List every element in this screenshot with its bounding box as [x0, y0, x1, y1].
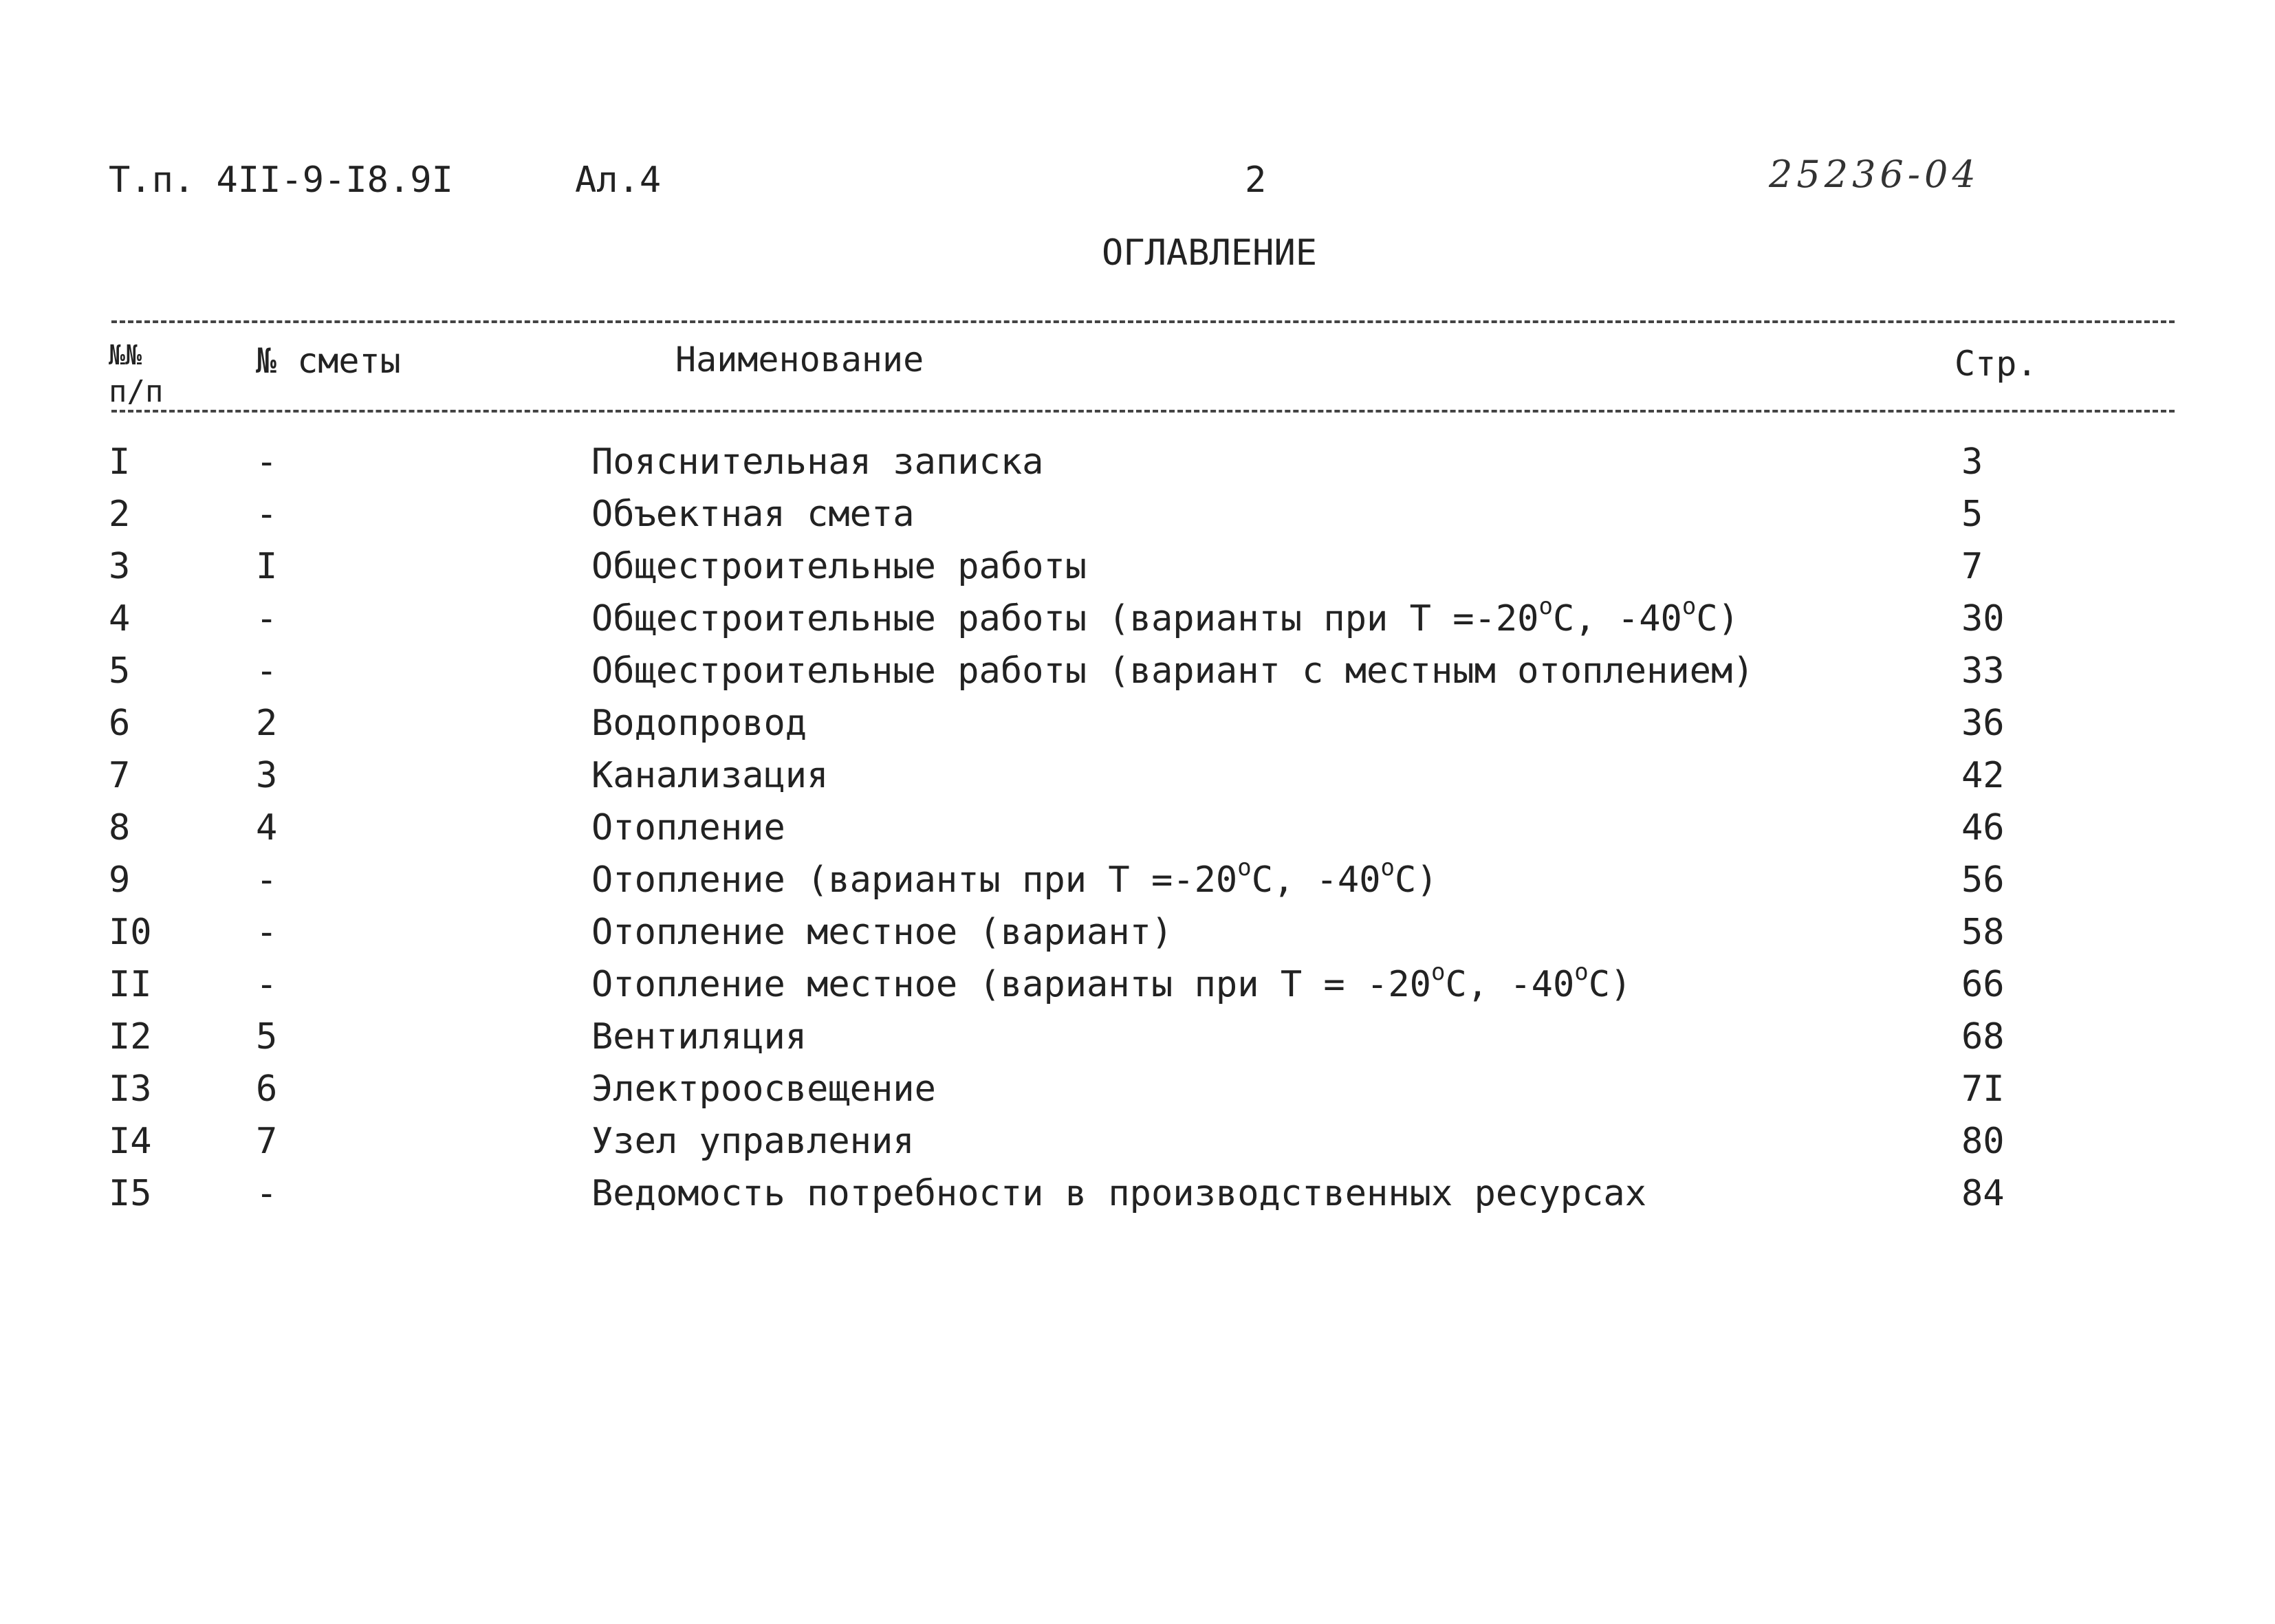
row-name-text: Водопровод: [591, 703, 807, 744]
row-name-text: Вентиляция: [591, 1016, 807, 1057]
row-name-text: С, -40: [1445, 964, 1575, 1005]
row-name-text: Пояснительная записка: [591, 441, 1044, 483]
row-name: [591, 546, 1087, 587]
row-name: [591, 958, 1632, 1005]
row-page-number: 84: [1961, 1173, 2005, 1214]
row-page-number: 36: [1961, 703, 2005, 744]
row-name-text: С, -40: [1251, 859, 1381, 901]
row-name: [591, 703, 807, 744]
row-index: I0: [109, 912, 152, 953]
row-estimate-number: -: [256, 650, 278, 692]
row-name-text: Общестроительные работы (вариант с местным отоплением): [591, 650, 1754, 692]
row-page-number: 58: [1961, 912, 2005, 953]
row-index: 2: [109, 494, 131, 535]
row-page-number: 42: [1961, 755, 2005, 796]
row-estimate-number: 7: [256, 1121, 278, 1162]
col-header-estimate: № сметы: [256, 341, 401, 381]
row-name-text: Общестроительные работы (варианты при Т =-20: [591, 598, 1539, 639]
row-name: [591, 807, 785, 848]
row-name-text: Объектная смета: [591, 494, 915, 535]
degree-sign: о: [1237, 854, 1252, 881]
row-name-text: Отопление местное (варианты при Т = -20: [591, 964, 1431, 1005]
row-index: 3: [109, 546, 131, 587]
row-page-number: 33: [1961, 650, 2005, 692]
row-page-number: 7I: [1961, 1068, 2005, 1110]
row-estimate-number: 3: [256, 755, 278, 796]
row-index: I4: [109, 1121, 152, 1162]
row-name: [591, 1173, 1646, 1214]
row-name-text: Общестроительные работы: [591, 546, 1087, 587]
row-page-number: 56: [1961, 859, 2005, 901]
table-top-rule: [111, 320, 2175, 323]
col-header-index-line1: №№: [109, 340, 142, 371]
row-name-text: Узел управления: [591, 1121, 915, 1162]
row-estimate-number: 6: [256, 1068, 278, 1110]
row-name: [591, 1068, 936, 1110]
col-header-index-line2: п/п: [109, 374, 164, 409]
row-name-text: Ведомость потребности в производственных ресурсах: [591, 1173, 1647, 1214]
row-index: 9: [109, 859, 131, 901]
row-page-number: 7: [1961, 546, 1983, 587]
row-name-text: С): [1696, 598, 1739, 639]
row-name: [591, 854, 1438, 901]
row-name-text: Канализация: [591, 755, 829, 796]
album-label: Ал.4: [575, 160, 662, 201]
row-name: [591, 441, 1043, 483]
row-estimate-number: -: [256, 964, 278, 1005]
row-page-number: 5: [1961, 494, 1983, 535]
row-page-number: 66: [1961, 964, 2005, 1005]
row-estimate-number: -: [256, 441, 278, 483]
degree-sign: о: [1681, 593, 1697, 620]
row-page-number: 68: [1961, 1016, 2005, 1057]
row-index: II: [109, 964, 152, 1005]
row-name-text: С, -40: [1552, 598, 1682, 639]
row-page-number: 46: [1961, 807, 2005, 848]
project-code: Т.п. 4II-9-I8.9I: [109, 160, 453, 201]
row-name: [591, 1016, 807, 1057]
row-estimate-number: -: [256, 494, 278, 535]
row-estimate-number: 5: [256, 1016, 278, 1057]
row-name: [591, 593, 1739, 639]
row-index: I2: [109, 1016, 152, 1057]
row-estimate-number: 4: [256, 807, 278, 848]
row-index: I: [109, 441, 131, 483]
row-name: [591, 755, 828, 796]
row-name-text: Электроосвещение: [591, 1068, 936, 1110]
page-number: 2: [1245, 160, 1267, 201]
row-index: 6: [109, 703, 131, 744]
row-estimate-number: 2: [256, 703, 278, 744]
row-estimate-number: I: [256, 546, 278, 587]
row-name-text: Отопление (варианты при Т =-20: [591, 859, 1238, 901]
row-index: 4: [109, 598, 131, 639]
row-estimate-number: -: [256, 598, 278, 639]
degree-sign: о: [1380, 854, 1395, 881]
degree-sign: о: [1430, 958, 1446, 986]
row-page-number: 80: [1961, 1121, 2005, 1162]
row-page-number: 30: [1961, 598, 2005, 639]
degree-sign: о: [1574, 958, 1589, 986]
row-estimate-number: -: [256, 912, 278, 953]
row-index: I3: [109, 1068, 152, 1110]
row-estimate-number: -: [256, 859, 278, 901]
row-index: 8: [109, 807, 131, 848]
row-name: [591, 912, 1173, 953]
row-name-text: С): [1395, 859, 1438, 901]
row-page-number: 3: [1961, 441, 1983, 483]
row-index: 7: [109, 755, 131, 796]
col-header-name: Наименование: [675, 340, 924, 380]
col-header-page: Стр.: [1955, 344, 2038, 384]
row-name-text: С): [1588, 964, 1632, 1005]
row-name: [591, 494, 915, 535]
page-title: ОГЛАВЛЕНИЕ: [1102, 232, 1318, 274]
row-name-text: Отопление местное (вариант): [591, 912, 1173, 953]
row-name: [591, 1121, 915, 1162]
degree-sign: о: [1538, 593, 1553, 620]
row-index: 5: [109, 650, 131, 692]
row-index: I5: [109, 1173, 152, 1214]
archive-number: 25236-04: [1769, 153, 1980, 196]
row-name: [591, 650, 1754, 692]
table-header-rule: [111, 410, 2175, 413]
row-name-text: Отопление: [591, 807, 785, 848]
row-estimate-number: -: [256, 1173, 278, 1214]
